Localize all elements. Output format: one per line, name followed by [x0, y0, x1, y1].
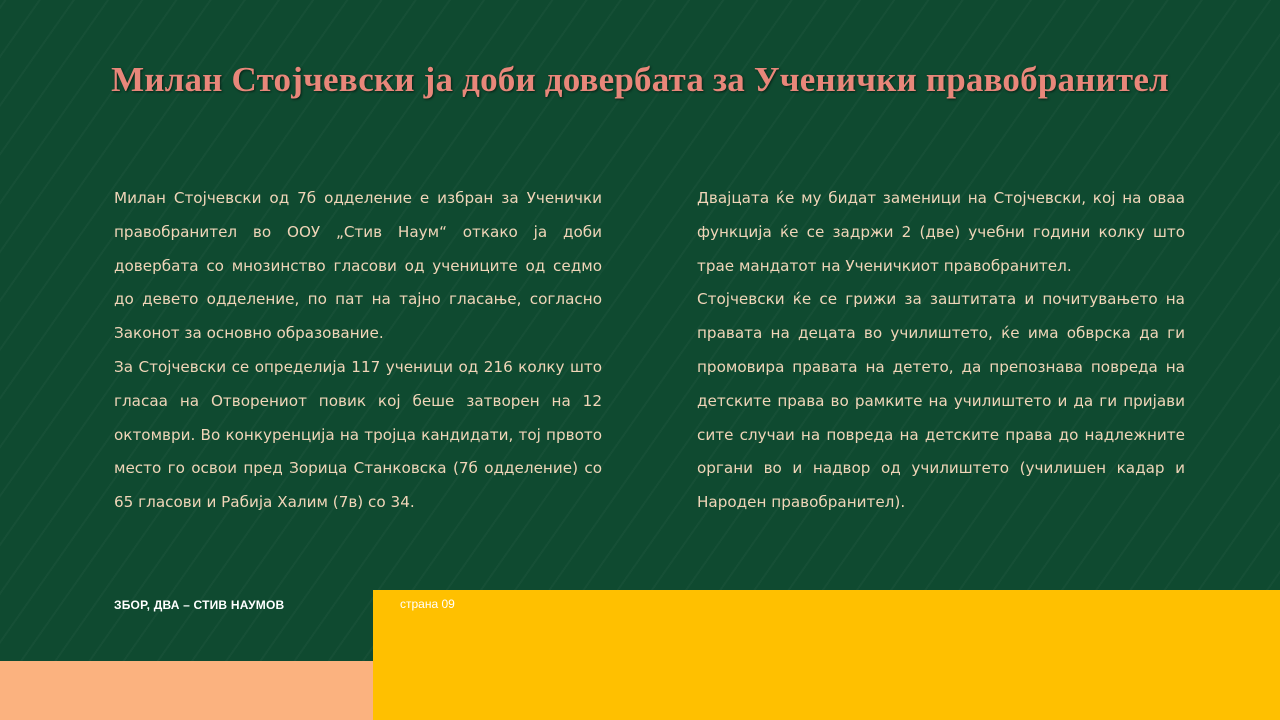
footer-band-peach: [0, 661, 373, 720]
article-title: Милан Стојчевски ја доби довербата за Ученички правобранител: [111, 60, 1169, 99]
footer-band-yellow: [373, 590, 1280, 720]
page-number: страна 09: [400, 597, 455, 611]
left-text-column: [114, 182, 602, 520]
left-paragraph-1: Милан Стојчевски од 7б одделение е избран за Ученички правобранител во ООУ „Стив Наум“ откако ја доби довербата со мнозинство гласови од учениците од седмо до деветo одделение, по пат на тајно гласање, согласно Законот за основно образование.: [114, 189, 602, 343]
left-paragraph-2: За Стојчевски се определија 117 ученици од 216 колку што гласаа на Отворениот повик кој беше затворен на 12 октомври. Во конкуренција на тројца кандидати, тој првото место го освои пред Зорица Станковска (7б одделение) со 65 гласови и Рабија Халим (7в) со 34.: [114, 357, 602, 512]
right-paragraph-1: Двајцата ќе му бидат заменици на Стојчевски, кој на оваа функција ќе се задржи 2 (две) учебни години колку што трае мандатот на Ученичкиот правобранител.: [697, 189, 1185, 275]
right-text-column: [697, 182, 1185, 520]
publication-name: ЗБОР, ДВА – СТИВ НАУМОВ: [114, 598, 285, 612]
right-paragraph-2: Стојчевски ќе се грижи за заштитата и почитувањето на правата на децата во училиштето, ќе има обврска да ги промовира правата на детето, да препознава повреда на детските права во рамките на училиштето и да ги пријави сите случаи на повреда на детските права до надлежните органи во и надвор од училиштето (училишен кадар и Народен правобранител).: [697, 290, 1185, 512]
